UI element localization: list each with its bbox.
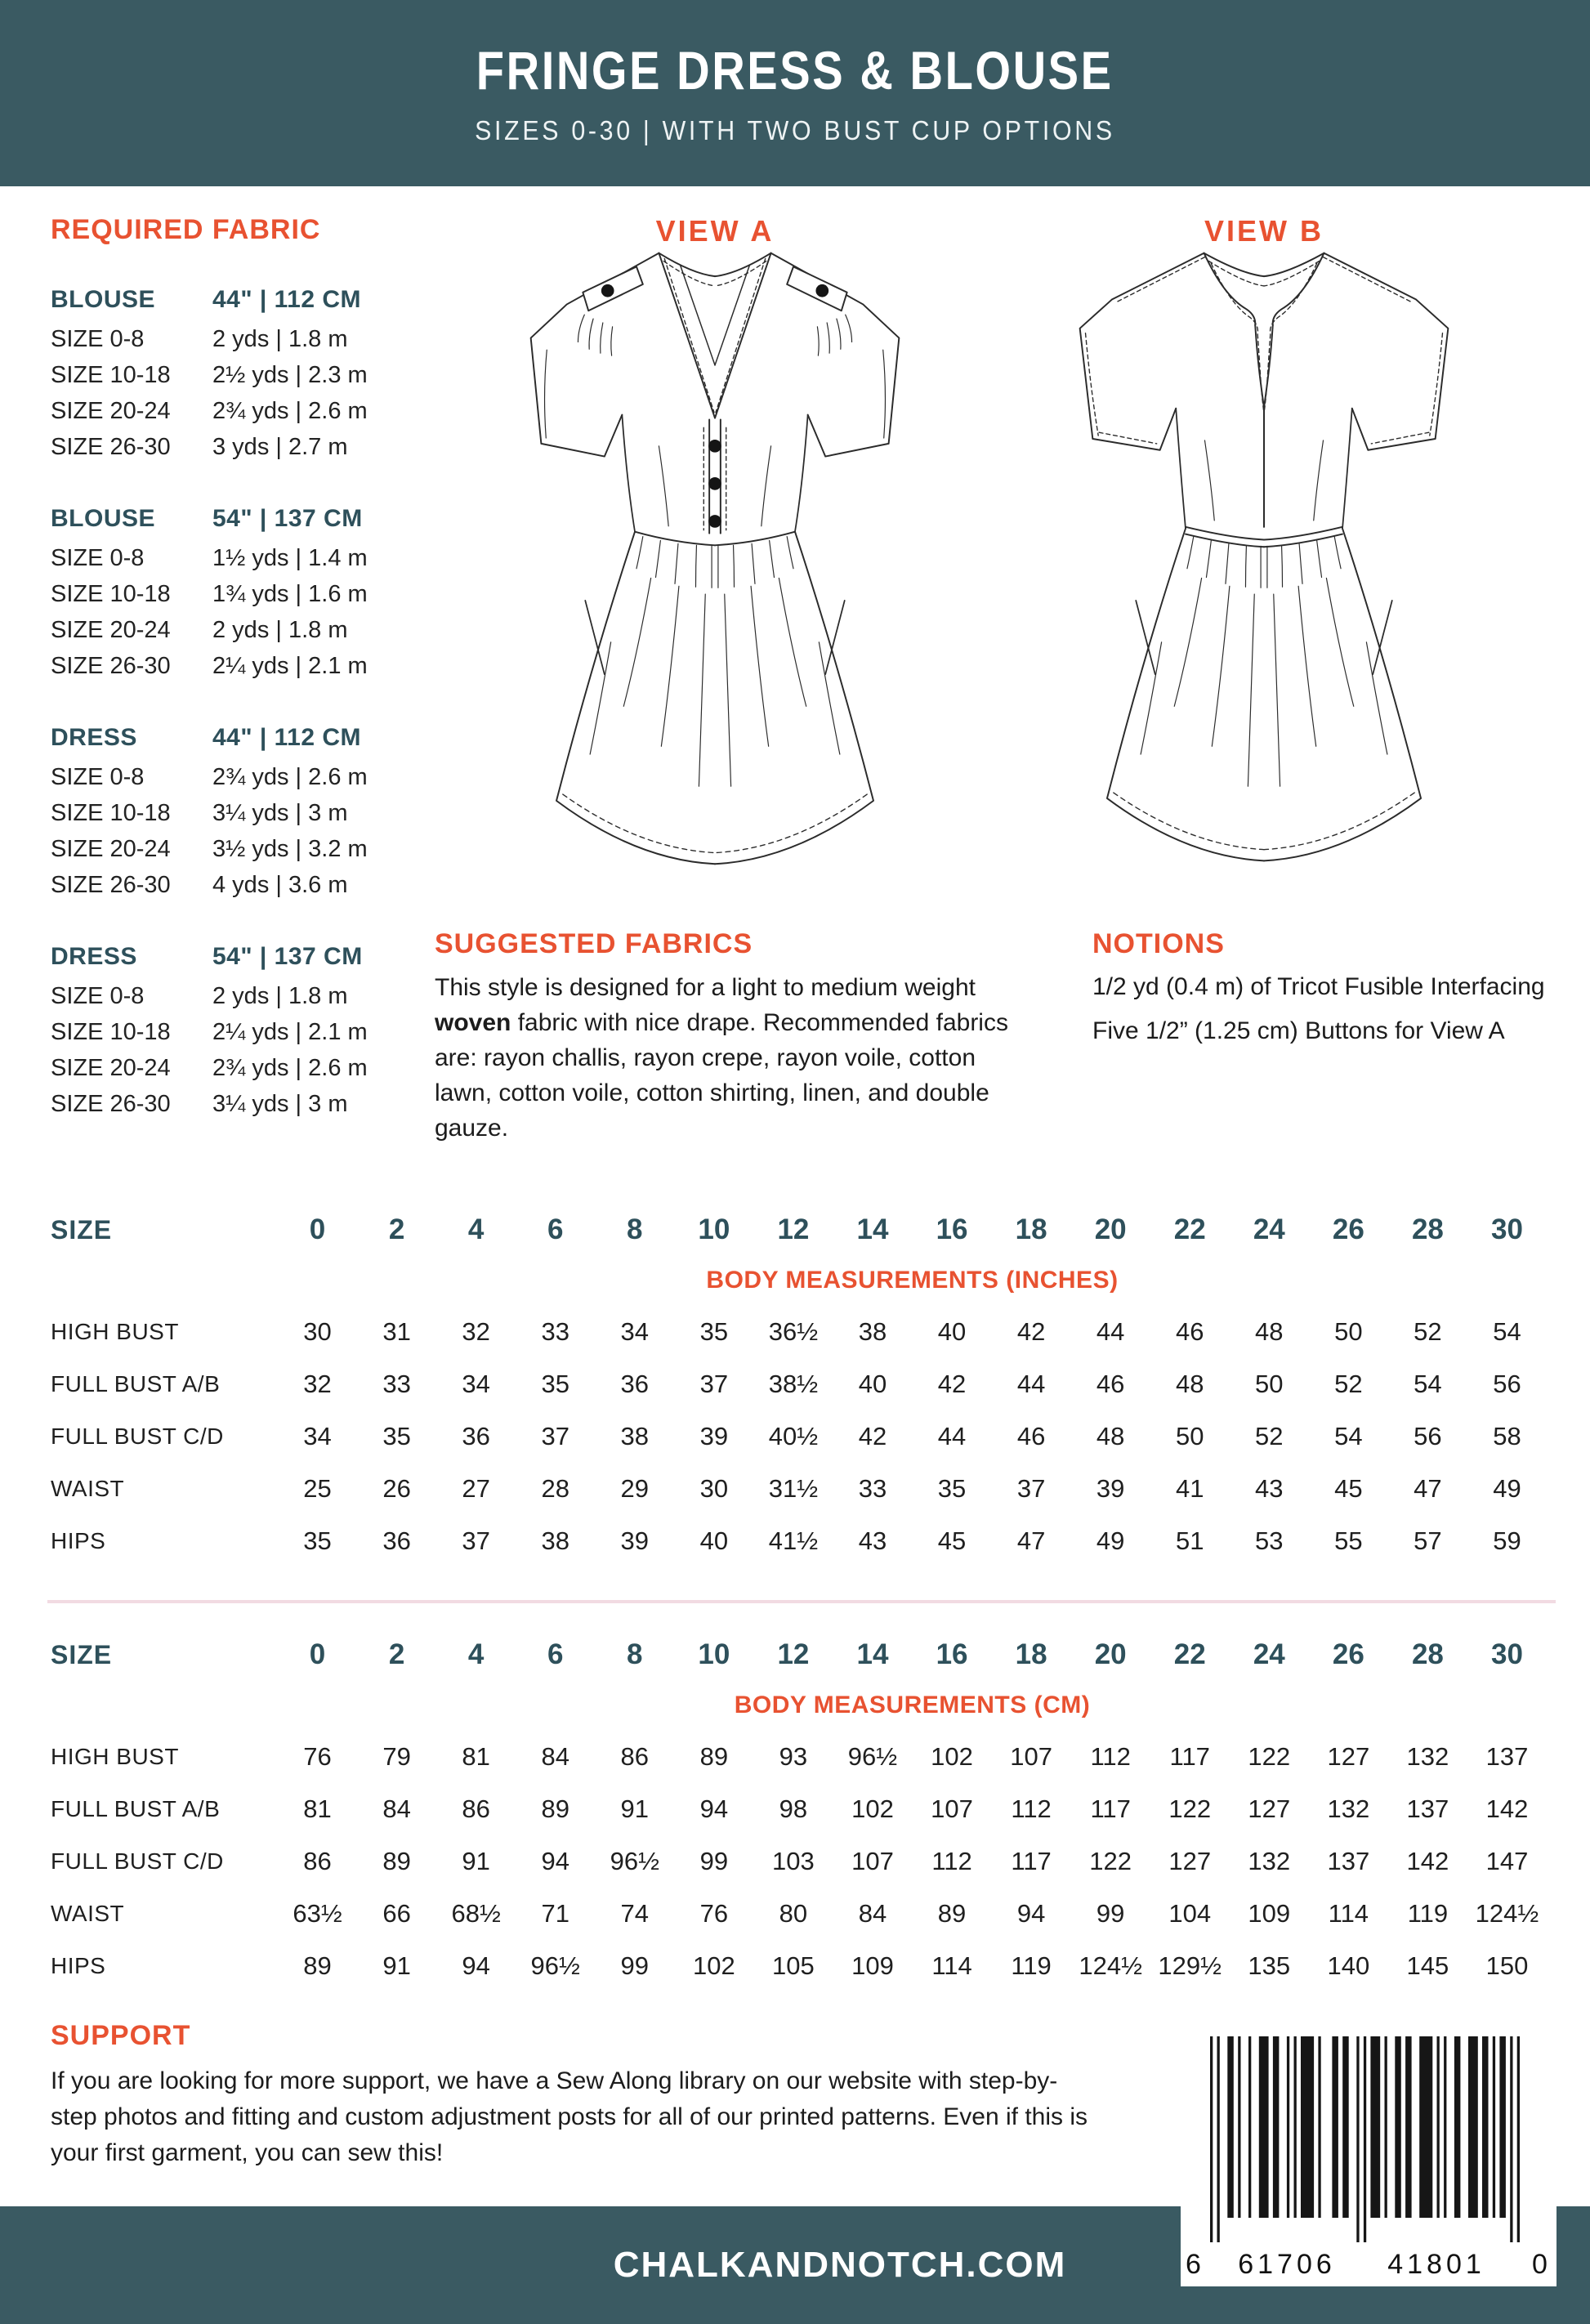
size-column-header: 2 [388,1638,405,1670]
suggested-fabrics-text [435,970,1029,1146]
measurement-value: 81 [303,1794,332,1823]
measurement-value: 117 [1169,1742,1210,1771]
measurement-value: 63½ [293,1899,342,1928]
measurement-value: 40 [699,1526,729,1555]
fabric-size-range: SIZE 10-18 [51,581,171,607]
measurement-value: 84 [858,1899,887,1928]
section-spacer [37,1680,278,1731]
size-column-header: 30 [1491,1213,1523,1245]
measurement-value: 109 [851,1951,894,1980]
measurement-value: 54 [1334,1422,1363,1450]
measurement-value: 145 [1406,1951,1449,1980]
barcode-digit-group1: 61706 [1238,2249,1336,2280]
measurement-value: 33 [382,1370,411,1398]
support-heading: SUPPORT [51,2020,191,2051]
measurement-value: 94 [1016,1899,1046,1928]
measurement-value: 93 [779,1742,808,1771]
measurement-value: 34 [462,1370,490,1398]
fabric-width-label: 44" | 112 CM [212,286,362,313]
size-column-header: 4 [467,1213,485,1245]
measurement-value: 127 [1248,1794,1291,1823]
view-a-illustration [511,242,919,874]
measurement-value: 119 [1407,1899,1449,1928]
measurement-row [37,1783,1547,1835]
size-column-header: 26 [1332,1638,1364,1670]
measurement-value: 137 [1406,1794,1449,1823]
measurement-value: 124½ [1079,1951,1142,1980]
fabric-garment-label: DRESS [51,943,137,970]
measurement-label: HIPS [51,1953,106,1978]
measurement-value: 38 [541,1526,569,1555]
measurement-row [37,1515,1547,1567]
measurement-value: 142 [1485,1794,1529,1823]
measurement-value: 50 [1255,1370,1284,1398]
measurement-value: 56 [1414,1422,1442,1450]
measurement-value: 96½ [847,1742,898,1771]
measurement-value: 46 [1096,1370,1125,1398]
measurement-value: 50 [1334,1317,1363,1346]
size-column-header: 6 [547,1213,564,1245]
size-column-header: 12 [777,1638,810,1670]
measurement-value: 102 [931,1742,973,1771]
fabric-garment-label: DRESS [51,724,137,751]
size-column-header: 10 [698,1638,730,1670]
fabric-size-range: SIZE 10-18 [51,800,171,826]
measurement-value: 38 [858,1317,887,1346]
measurement-label: FULL BUST C/D [51,1423,224,1449]
measurement-value: 117 [1011,1847,1052,1875]
size-column-header: 28 [1411,1638,1444,1670]
measurement-value: 122 [1248,1742,1291,1771]
measurement-value: 42 [937,1370,967,1398]
size-column-header: 2 [388,1213,405,1245]
measurement-value: 122 [1089,1847,1132,1875]
fabric-amount: 4 yds | 3.6 m [212,872,348,898]
size-header-label: SIZE [51,1639,113,1669]
measurements-section-title: BODY MEASUREMENTS (CM) [734,1692,1091,1718]
size-column-header: 4 [467,1638,485,1670]
measurement-value: 112 [1011,1794,1052,1823]
measurement-value: 117 [1090,1794,1131,1823]
fabric-amount: 2¾ yds | 2.6 m [212,398,368,424]
measurement-value: 96½ [610,1847,659,1875]
measurement-value: 79 [382,1742,411,1771]
size-column-header: 30 [1491,1638,1523,1670]
fabric-size-range: SIZE 20-24 [51,617,171,643]
size-column-header: 12 [777,1213,810,1245]
header-bar [0,0,1590,186]
measurement-row [37,1463,1547,1515]
measurement-row [37,1306,1547,1358]
measurement-value: 26 [382,1474,411,1503]
suggested-fabrics-text-before: This style is designed for a light to medium weight [435,974,976,1001]
measurement-value: 36½ [768,1317,819,1346]
measurement-value: 58 [1493,1422,1521,1450]
measurement-value: 31½ [768,1474,819,1503]
measurement-value: 33 [858,1474,887,1503]
measurement-value: 71 [541,1899,569,1928]
measurement-value: 39 [699,1422,729,1450]
suggested-fabrics-section [435,928,1029,1146]
measurement-value: 38½ [768,1370,819,1398]
measurement-value: 132 [1248,1847,1291,1875]
measurement-value: 40 [858,1370,887,1398]
measurement-value: 33 [541,1317,569,1346]
measurement-value: 41½ [768,1526,819,1555]
size-column-header: 8 [627,1638,643,1670]
measurement-value: 28 [541,1474,569,1503]
barcode-digit-right: 0 [1532,2249,1548,2280]
measurement-value: 132 [1406,1742,1449,1771]
measurement-value: 52 [1255,1422,1284,1450]
size-column-header: 24 [1253,1213,1285,1245]
measurement-value: 114 [931,1951,972,1980]
size-column-header: 20 [1094,1638,1127,1670]
measurement-value: 42 [858,1422,887,1450]
measurement-value: 49 [1493,1474,1521,1503]
measurement-label: WAIST [51,1901,125,1926]
size-column-header: 26 [1332,1213,1364,1245]
measurement-value: 49 [1096,1526,1125,1555]
measurement-value: 94 [541,1847,569,1875]
fabric-amount: 2½ yds | 2.3 m [212,362,368,388]
measurement-value: 45 [1334,1474,1363,1503]
measurement-value: 89 [541,1794,569,1823]
size-column-header: 14 [856,1213,889,1245]
measurement-value: 142 [1406,1847,1449,1875]
measurement-value: 32 [462,1317,490,1346]
measurement-row [37,1940,1547,1992]
size-column-header: 16 [936,1213,968,1245]
size-table-inches [37,1204,1547,1567]
measurement-row [37,1358,1547,1410]
measurement-value: 43 [1255,1474,1284,1503]
fabric-size-range: SIZE 10-18 [51,1019,171,1045]
measurement-value: 37 [462,1526,490,1555]
measurement-value: 54 [1414,1370,1442,1398]
notions-item: 1/2 yd (0.4 m) of Tricot Fusible Interfacing [1092,973,1545,1000]
measurement-value: 29 [620,1474,650,1503]
measurement-value: 45 [937,1526,967,1555]
measurement-value: 91 [620,1794,650,1823]
fabric-width-label: 44" | 112 CM [212,724,362,751]
measurements-section-title: BODY MEASUREMENTS (INCHES) [706,1267,1119,1294]
size-column-header: 18 [1015,1638,1047,1670]
size-column-header: 14 [856,1638,889,1670]
measurement-value: 96½ [530,1951,580,1980]
measurement-value: 30 [699,1474,729,1503]
measurement-value: 36 [620,1370,650,1398]
measurement-label: HIGH BUST [51,1744,179,1769]
measurement-value: 137 [1327,1847,1370,1875]
support-text: If you are looking for more support, we have a Sew Along library on our website with step-by-step photos and fitting and custom adjustment posts for all of our printed patterns. Even if this is your first garment, you can sew this! [51,2067,1088,2166]
suggested-fabrics-bold-word: woven [435,1009,511,1036]
fabric-width-label: 54" | 137 CM [212,505,363,532]
size-column-header: 22 [1173,1638,1206,1670]
fabric-amount: 3½ yds | 3.2 m [212,836,368,862]
measurement-value: 119 [1011,1951,1052,1980]
measurement-value: 59 [1493,1526,1521,1555]
table-divider [47,1600,1556,1603]
barcode-digit-left: 6 [1186,2249,1201,2280]
measurement-value: 43 [858,1526,887,1555]
measurement-value: 122 [1168,1794,1212,1823]
fabric-amount: 3¼ yds | 3 m [212,800,348,826]
measurement-value: 51 [1175,1526,1204,1555]
size-column-header: 22 [1173,1213,1206,1245]
fabric-size-range: SIZE 20-24 [51,836,171,862]
measurement-value: 46 [1016,1422,1046,1450]
size-column-header: 28 [1411,1213,1444,1245]
fabric-size-range: SIZE 20-24 [51,1055,171,1081]
measurement-value: 36 [382,1526,411,1555]
measurement-value: 48 [1175,1370,1204,1398]
fabric-amount: 2¼ yds | 2.1 m [212,1019,368,1045]
measurement-label: HIPS [51,1528,106,1553]
measurement-value: 47 [1016,1526,1046,1555]
measurement-value: 50 [1175,1422,1204,1450]
measurement-value: 80 [779,1899,808,1928]
measurement-value: 46 [1175,1317,1204,1346]
measurement-value: 102 [692,1951,735,1980]
fabric-amount: 1¾ yds | 1.6 m [212,581,368,607]
measurement-value: 53 [1255,1526,1284,1555]
barcode [1181,2031,1557,2286]
size-column-header: 18 [1015,1213,1047,1245]
section-spacer [37,1255,278,1306]
size-column-header: 10 [698,1213,730,1245]
fabric-amount: 3¼ yds | 3 m [212,1091,348,1117]
fabric-amount: 3 yds | 2.7 m [212,434,348,460]
page-subtitle: SIZES 0-30 | WITH TWO BUST CUP OPTIONS [475,114,1115,145]
measurement-value: 89 [303,1951,332,1980]
fabric-block-blouse-44 [51,282,441,465]
measurement-value: 91 [382,1951,411,1980]
measurement-value: 140 [1327,1951,1370,1980]
notions-heading: NOTIONS [1092,928,1225,959]
view-a-buttons [708,440,721,528]
measurement-value: 52 [1414,1317,1442,1346]
measurement-value: 44 [1016,1370,1046,1398]
measurement-value: 147 [1485,1847,1529,1875]
measurement-value: 27 [462,1474,490,1503]
size-column-header: 24 [1253,1638,1285,1670]
measurement-row [37,1731,1547,1783]
notions-section [1092,928,1555,1048]
measurement-value: 89 [699,1742,729,1771]
measurement-value: 150 [1485,1951,1529,1980]
measurement-value: 37 [1016,1474,1046,1503]
measurement-value: 89 [937,1899,967,1928]
page-title: FRINGE DRESS & BLOUSE [476,39,1114,101]
measurement-value: 127 [1327,1742,1370,1771]
fabric-amount: 2 yds | 1.8 m [212,983,348,1009]
measurement-value: 86 [620,1742,650,1771]
fabric-size-range: SIZE 26-30 [51,1091,171,1117]
fabric-amount: 2¼ yds | 2.1 m [212,653,368,679]
measurement-value: 36 [462,1422,490,1450]
measurement-value: 39 [620,1526,650,1555]
fabric-amount: 1½ yds | 1.4 m [212,545,368,571]
measurement-row [37,1888,1547,1940]
fabric-block-blouse-54 [51,501,441,684]
measurement-value: 114 [1328,1899,1369,1928]
measurement-value: 91 [462,1847,490,1875]
fabric-amount: 2 yds | 1.8 m [212,326,348,352]
fabric-size-range: SIZE 0-8 [51,764,145,790]
measurement-value: 54 [1493,1317,1521,1346]
measurement-value: 94 [699,1794,729,1823]
fabric-width-label: 54" | 137 CM [212,943,363,970]
view-b-illustration [1060,242,1468,874]
measurement-value: 52 [1334,1370,1363,1398]
measurement-value: 102 [851,1794,894,1823]
measurement-value: 89 [382,1847,411,1875]
measurement-value: 25 [303,1474,332,1503]
measurement-value: 124½ [1475,1899,1539,1928]
measurement-value: 35 [382,1422,411,1450]
fabric-amount: 2¾ yds | 2.6 m [212,764,368,790]
measurement-value: 109 [1248,1899,1291,1928]
measurement-value: 37 [541,1422,569,1450]
fabric-size-range: SIZE 20-24 [51,398,171,424]
measurement-row [37,1410,1547,1463]
fabric-garment-label: BLOUSE [51,505,156,532]
measurement-value: 39 [1096,1474,1125,1503]
size-header-label: SIZE [51,1214,113,1245]
measurement-value: 34 [620,1317,650,1346]
measurement-value: 42 [1016,1317,1046,1346]
measurement-label: FULL BUST C/D [51,1848,224,1874]
measurement-value: 57 [1414,1526,1442,1555]
measurement-value: 129½ [1158,1951,1222,1980]
measurement-value: 94 [462,1951,490,1980]
measurement-value: 99 [699,1847,729,1875]
fabric-amount: 2¾ yds | 2.6 m [212,1055,368,1081]
measurement-value: 40½ [768,1422,819,1450]
measurement-value: 68½ [451,1899,501,1928]
measurement-value: 105 [772,1951,815,1980]
measurement-value: 35 [303,1526,332,1555]
fabric-block-dress-44 [51,720,441,903]
measurement-value: 55 [1334,1526,1363,1555]
measurement-value: 76 [699,1899,729,1928]
support-section [51,2020,1096,2171]
view-b-label: VIEW B [1204,214,1324,248]
barcode-digit-group2: 41801 [1387,2249,1485,2280]
fabric-size-range: SIZE 10-18 [51,362,171,388]
measurement-value: 44 [937,1422,967,1450]
fabric-size-range: SIZE 0-8 [51,326,145,352]
measurement-value: 99 [620,1951,650,1980]
suggested-fabrics-text-after: fabric with nice drape. Recommended fabrics are: rayon challis, rayon crepe, rayon voile, cotton lawn, cotton voile, cotton shirting, linen, and double gauze. [435,1009,1008,1142]
size-column-header: 16 [936,1638,968,1670]
measurement-value: 81 [462,1742,490,1771]
measurement-value: 76 [303,1742,332,1771]
measurement-value: 41 [1175,1474,1204,1503]
measurement-value: 135 [1248,1951,1291,1980]
measurement-value: 35 [541,1370,569,1398]
fabric-size-range: SIZE 26-30 [51,872,171,898]
measurement-value: 99 [1096,1899,1125,1928]
measurement-value: 40 [937,1317,967,1346]
size-column-header: 20 [1094,1213,1127,1245]
measurement-value: 107 [851,1847,894,1875]
size-column-header: 0 [309,1638,326,1670]
measurement-value: 56 [1493,1370,1521,1398]
measurement-value: 31 [382,1317,411,1346]
measurement-value: 86 [462,1794,490,1823]
required-fabric-heading: REQUIRED FABRIC [51,214,321,245]
measurement-label: FULL BUST A/B [51,1371,221,1397]
measurement-value: 132 [1327,1794,1370,1823]
measurement-value: 74 [620,1899,650,1928]
measurement-value: 30 [303,1317,332,1346]
size-table-cm [37,1629,1547,1992]
measurement-value: 98 [779,1794,808,1823]
required-fabric-section [51,214,441,1122]
measurement-value: 104 [1168,1899,1212,1928]
measurement-value: 107 [1010,1742,1052,1771]
measurement-value: 35 [699,1317,729,1346]
fabric-block-dress-54 [51,939,441,1122]
fabric-garment-label: BLOUSE [51,286,156,313]
measurement-value: 107 [931,1794,973,1823]
measurement-value: 84 [382,1794,411,1823]
measurement-value: 112 [931,1847,972,1875]
measurement-value: 103 [772,1847,815,1875]
measurement-value: 47 [1414,1474,1442,1503]
measurement-value: 137 [1485,1742,1529,1771]
measurement-label: WAIST [51,1476,125,1501]
measurement-row [37,1835,1547,1888]
measurement-value: 66 [382,1899,411,1928]
measurement-value: 112 [1090,1742,1131,1771]
measurement-value: 127 [1168,1847,1212,1875]
fabric-size-range: SIZE 0-8 [51,983,145,1009]
website-url: CHALKANDNOTCH.COM [613,2245,1067,2285]
fabric-size-range: SIZE 26-30 [51,434,171,460]
fabric-size-range: SIZE 26-30 [51,653,171,679]
measurement-value: 32 [303,1370,332,1398]
measurement-value: 84 [541,1742,569,1771]
measurement-value: 37 [699,1370,729,1398]
measurement-value: 35 [937,1474,967,1503]
size-column-header: 8 [627,1213,643,1245]
size-column-header: 0 [309,1213,326,1245]
measurement-value: 34 [303,1422,332,1450]
measurement-value: 44 [1096,1317,1125,1346]
view-a-label: VIEW A [655,214,775,248]
fabric-amount: 2 yds | 1.8 m [212,617,348,643]
measurement-value: 38 [620,1422,650,1450]
measurement-value: 48 [1255,1317,1284,1346]
measurement-label: FULL BUST A/B [51,1796,221,1821]
suggested-fabrics-heading: SUGGESTED FABRICS [435,928,753,959]
measurement-value: 48 [1096,1422,1125,1450]
measurement-value: 86 [303,1847,332,1875]
measurement-label: HIGH BUST [51,1319,179,1344]
size-column-header: 6 [547,1638,564,1670]
notions-item: Five 1/2” (1.25 cm) Buttons for View A [1092,1017,1505,1044]
fabric-size-range: SIZE 0-8 [51,545,145,571]
